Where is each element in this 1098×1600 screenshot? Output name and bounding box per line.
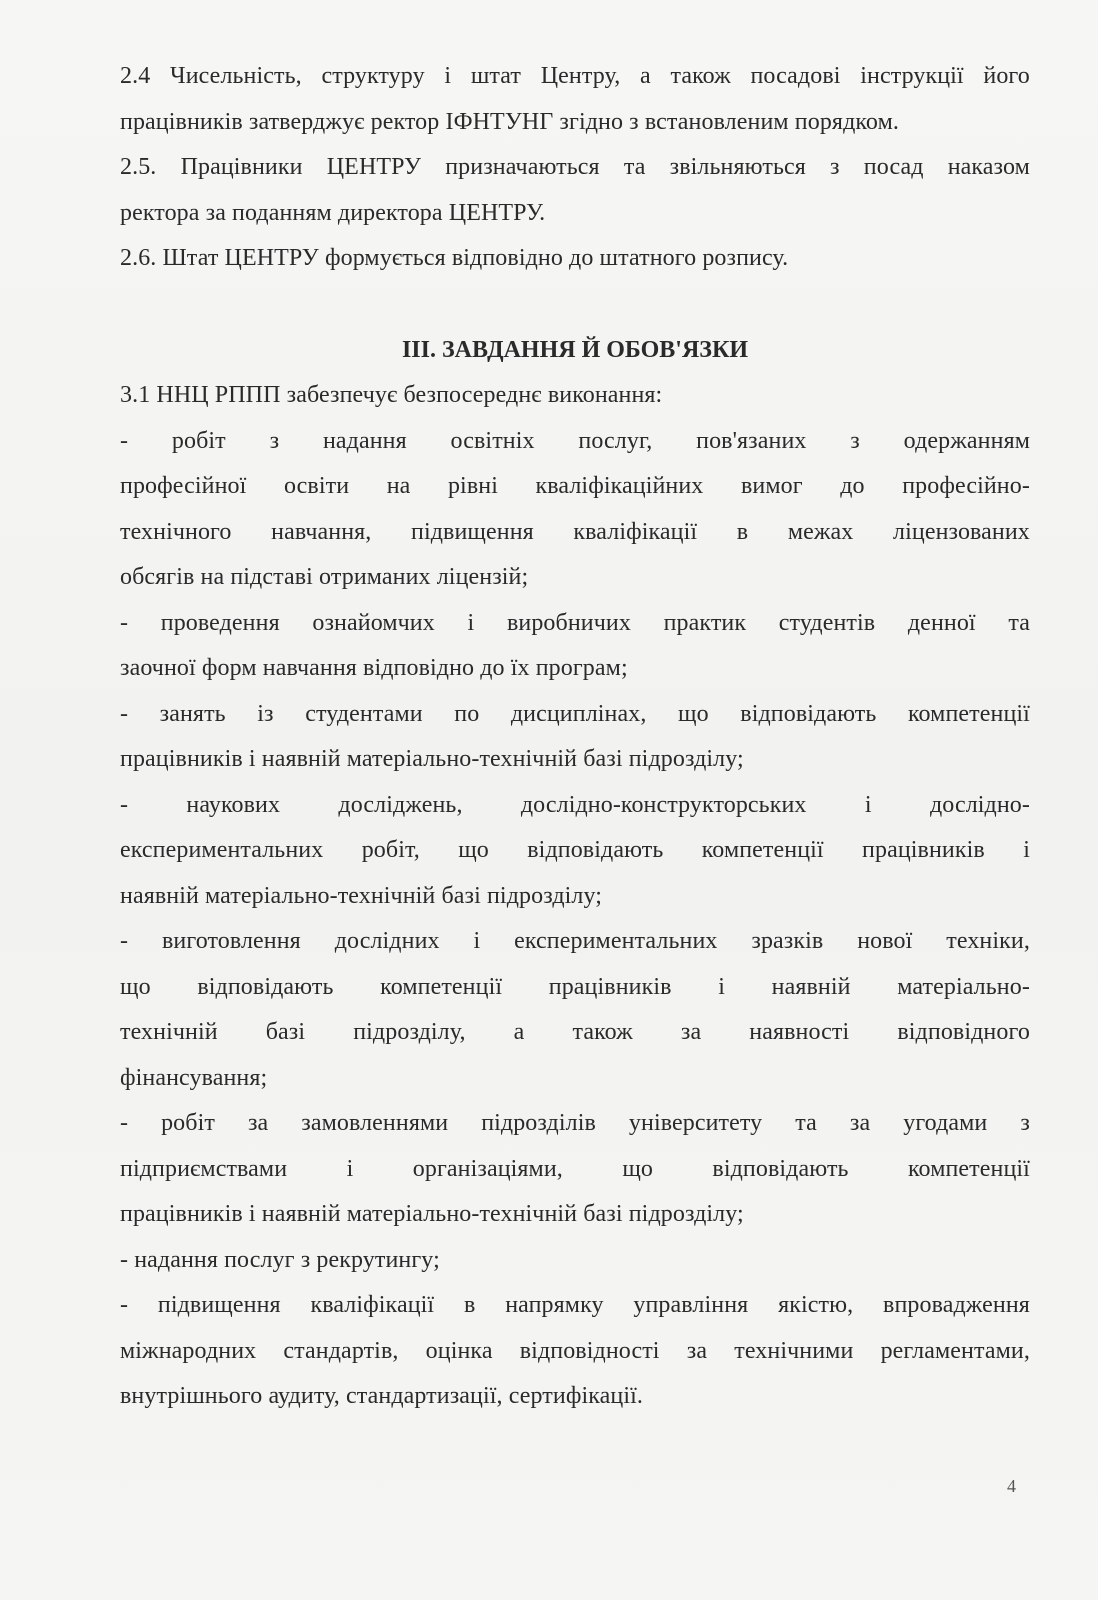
word: технічного <box>120 518 232 545</box>
word: підрозділу, <box>353 1019 466 1045</box>
paragraph-2-4 <box>120 54 1030 145</box>
word: ліцензованих <box>893 518 1030 545</box>
word: за <box>849 1110 871 1136</box>
word: - <box>120 791 129 818</box>
paragraph-2-6 <box>120 236 1030 282</box>
word: організаціями, <box>412 1155 563 1182</box>
word: - <box>120 1110 129 1136</box>
word: до <box>840 473 865 499</box>
word: робіт, <box>361 837 420 863</box>
paragraph-line <box>120 54 1030 100</box>
word: замовленнями <box>301 1110 449 1136</box>
paragraph-line <box>120 145 1030 191</box>
word: що <box>120 973 151 1000</box>
word: в <box>736 518 749 545</box>
word: з <box>830 154 840 180</box>
word: з <box>1020 1110 1030 1136</box>
paragraph-line: 2.6. Штат ЦЕНТРУ формується відповідно до штатного розпису. <box>120 245 789 271</box>
word: - <box>120 928 129 954</box>
paragraph-line <box>120 919 1030 965</box>
word: ЦЕНТРУ <box>326 154 422 180</box>
task-item <box>120 1238 1030 1284</box>
word: напрямку <box>505 1292 604 1318</box>
word: компетенції <box>701 837 824 863</box>
word: кваліфікаційних <box>535 473 704 499</box>
word: відповідають <box>527 837 664 863</box>
word: відповідають <box>197 973 334 1000</box>
word: освіти <box>283 473 350 499</box>
word: наявності <box>749 1019 850 1045</box>
word: компетенції <box>908 1155 1030 1182</box>
word: виробничих <box>506 609 631 636</box>
word: денної <box>907 609 976 636</box>
paragraph-line: внутрішнього аудиту, стандартизації, сертифікації. <box>120 1383 643 1409</box>
task-item <box>120 783 1030 920</box>
word: оцінка <box>425 1337 493 1364</box>
word: працівників <box>548 973 672 1000</box>
task-item <box>120 601 1030 692</box>
word: і <box>864 791 872 818</box>
word: посад <box>863 154 924 180</box>
paragraph-line: фінансування; <box>120 1064 268 1091</box>
paragraph-line <box>120 510 1030 556</box>
word: дослідно- <box>929 791 1030 818</box>
paragraph-line: обсягів на підставі отриманих ліцензій; <box>120 564 529 590</box>
word: нової <box>857 928 913 954</box>
word: виготовлення <box>161 928 301 954</box>
task-item <box>120 1101 1030 1238</box>
paragraph-line: працівників і наявній матеріально-технічній базі підрозділу; <box>120 746 744 772</box>
word: наявній <box>771 973 851 1000</box>
paragraph-line: працівників і наявній матеріально-технічній базі підрозділу; <box>120 1201 744 1227</box>
word: на <box>386 473 411 499</box>
word: та <box>1008 609 1030 636</box>
word: послуг, <box>578 427 653 454</box>
word: робіт <box>161 1110 215 1136</box>
paragraph-line <box>120 828 1030 874</box>
word: відповідності <box>519 1337 660 1364</box>
word: дисциплінах, <box>510 700 647 727</box>
word: - <box>120 427 129 454</box>
section-intro: 3.1 ННЦ РППП забезпечує безпосереднє виконання: <box>120 382 663 408</box>
word: і <box>444 63 452 89</box>
word: - <box>120 700 129 727</box>
word: в <box>463 1292 476 1318</box>
word: занять <box>159 700 226 727</box>
document-body <box>120 54 1030 1420</box>
word: професійно- <box>902 473 1030 499</box>
paragraph-line: заочної форм навчання відповідно до їх програм; <box>120 655 628 681</box>
word: компетенції <box>908 700 1030 727</box>
paragraph-line <box>120 1283 1030 1329</box>
task-item <box>120 919 1030 1101</box>
word: призначаються <box>445 154 600 180</box>
word: рівні <box>447 473 498 499</box>
word: - <box>120 1292 129 1318</box>
task-item <box>120 692 1030 783</box>
word: вимог <box>740 473 803 499</box>
word: надання <box>322 427 407 454</box>
word: штат <box>470 63 522 89</box>
word: управління <box>633 1292 749 1318</box>
page-number: 4 <box>1007 1476 1016 1496</box>
word: також <box>572 1019 633 1045</box>
word: структуру <box>321 63 425 89</box>
word: що <box>622 1155 653 1182</box>
word: по <box>454 700 480 727</box>
word: а <box>513 1019 525 1045</box>
paragraph-line <box>120 965 1030 1011</box>
word: межах <box>787 518 854 545</box>
word: з <box>269 427 280 454</box>
word: і <box>1023 837 1030 863</box>
paragraph-line: працівників затверджує ректор ІФНТУНГ згідно з встановленим порядком. <box>120 108 899 135</box>
word: звільняються <box>669 154 806 180</box>
word: регламентами, <box>880 1337 1030 1364</box>
word: і <box>718 973 725 1000</box>
word: пов'язаних <box>696 427 807 454</box>
word: студентів <box>778 609 876 636</box>
word: із <box>257 700 274 727</box>
paragraph-line <box>120 1010 1030 1056</box>
word: навчання, <box>271 518 372 545</box>
word: Центру, <box>540 63 621 89</box>
word: дослідних <box>334 928 440 954</box>
word: базі <box>265 1019 306 1045</box>
word: 2.4 <box>120 63 151 89</box>
word: підвищення <box>411 518 534 545</box>
word: стандартів, <box>283 1337 399 1364</box>
paragraph-line <box>120 1101 1030 1147</box>
word: професійної <box>120 473 247 499</box>
word: університету <box>628 1110 763 1136</box>
word: та <box>795 1110 817 1136</box>
word: з <box>850 427 860 454</box>
word: підрозділів <box>481 1110 596 1136</box>
word: Чисельність, <box>170 63 302 89</box>
word: кваліфікації <box>573 518 698 545</box>
word: компетенції <box>380 973 503 1000</box>
word: технічній <box>120 1019 218 1045</box>
word: відповідного <box>897 1019 1030 1045</box>
word: досліджень, <box>338 791 463 818</box>
word: працівників <box>862 837 985 863</box>
word: зразків <box>751 928 824 954</box>
word: а <box>639 63 651 89</box>
word: Працівники <box>180 154 303 180</box>
paragraph-line <box>120 601 1030 647</box>
word: інструкції <box>860 63 964 89</box>
word: що <box>678 700 709 727</box>
paragraph-line: - надання послуг з рекрутингу; <box>120 1246 440 1273</box>
word: наказом <box>947 154 1030 180</box>
word: відповідають <box>712 1155 849 1182</box>
word: кваліфікації <box>310 1292 435 1318</box>
word: експериментальних <box>514 928 718 954</box>
task-list <box>120 419 1030 1420</box>
word: і <box>346 1155 354 1182</box>
word: якістю, <box>778 1292 854 1318</box>
word: посадові <box>750 63 841 89</box>
task-item <box>120 1283 1030 1420</box>
task-item <box>120 419 1030 601</box>
paragraph-line <box>120 1147 1030 1193</box>
word: матеріально- <box>897 973 1030 1000</box>
word: відповідають <box>740 700 877 727</box>
paragraph-line <box>120 419 1030 465</box>
word: - <box>120 609 129 636</box>
paragraph-line <box>120 692 1030 738</box>
word: наукових <box>186 791 281 818</box>
word: за <box>247 1110 269 1136</box>
word: також <box>670 63 731 89</box>
word: дослідно-конструкторських <box>520 791 807 818</box>
word: одержанням <box>903 427 1030 454</box>
word: та <box>623 154 646 180</box>
word: ознайомчих <box>312 609 435 636</box>
word: техніки, <box>946 928 1030 954</box>
section-heading: ІІІ. ЗАВДАННЯ Й ОБОВ'ЯЗКИ <box>401 336 749 363</box>
word: і <box>473 928 481 954</box>
word: підприємствами <box>120 1155 288 1182</box>
word: освітніх <box>450 427 535 454</box>
word: за <box>686 1337 708 1364</box>
paragraph-line <box>120 1329 1030 1375</box>
word: робіт <box>171 427 226 454</box>
word: міжнародних <box>120 1337 257 1364</box>
paragraph-line <box>120 464 1030 510</box>
word: 2.5. <box>120 154 157 180</box>
word: за <box>680 1019 702 1045</box>
word: що <box>458 837 489 863</box>
word: підвищення <box>157 1292 281 1318</box>
word: експериментальних <box>120 837 324 863</box>
word: проведення <box>160 609 280 636</box>
word: і <box>467 609 475 636</box>
paragraph-line <box>120 783 1030 829</box>
paragraph-line: наявній матеріально-технічній базі підрозділу; <box>120 882 603 909</box>
word: впровадження <box>883 1292 1030 1318</box>
word: угодами <box>903 1110 988 1136</box>
paragraph-2-5 <box>120 145 1030 236</box>
word: технічними <box>734 1337 854 1364</box>
word: студентами <box>305 700 423 727</box>
paragraph-line: ректора за поданням директора ЦЕНТРУ. <box>120 199 546 226</box>
word: його <box>983 63 1030 89</box>
word: практик <box>663 609 747 636</box>
